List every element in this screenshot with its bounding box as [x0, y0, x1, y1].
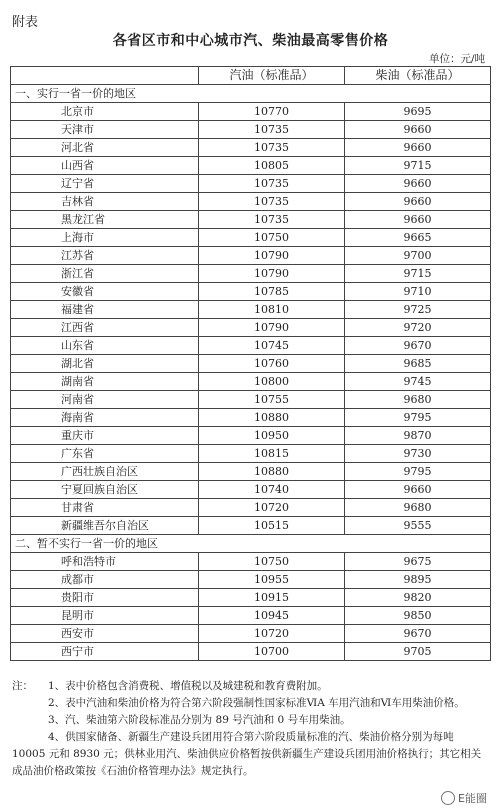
notes-lead: 注： — [12, 680, 33, 692]
section-row — [11, 85, 491, 103]
table-row — [11, 139, 491, 157]
region-name: 河北省 — [11, 139, 199, 157]
table-row — [11, 229, 491, 247]
table-row — [11, 283, 491, 301]
gasoline-price: 10745 — [199, 337, 345, 355]
gasoline-price: 10790 — [199, 265, 345, 283]
note-1-text: 1、表中价格包含消费税、增值税以及城建税和教育费附加。 — [48, 680, 328, 692]
gasoline-price: 10880 — [199, 463, 345, 481]
diesel-price: 9715 — [345, 157, 491, 175]
diesel-price: 9695 — [345, 103, 491, 121]
diesel-price: 9745 — [345, 373, 491, 391]
gasoline-price: 10945 — [199, 607, 345, 625]
diesel-price: 9670 — [345, 337, 491, 355]
region-name: 宁夏回族自治区 — [11, 481, 199, 499]
wechat-icon — [441, 791, 455, 805]
region-name: 黑龙江省 — [11, 211, 199, 229]
region-name: 浙江省 — [11, 265, 199, 283]
table-row — [11, 211, 491, 229]
region-name: 广东省 — [11, 445, 199, 463]
gasoline-price: 10735 — [199, 121, 345, 139]
diesel-price: 9895 — [345, 571, 491, 589]
gasoline-price: 10880 — [199, 409, 345, 427]
table-row — [11, 121, 491, 139]
region-name: 昆明市 — [11, 607, 199, 625]
gasoline-price: 10750 — [199, 229, 345, 247]
table-row — [11, 373, 491, 391]
diesel-price: 9820 — [345, 589, 491, 607]
table-row — [11, 337, 491, 355]
diesel-price: 9665 — [345, 229, 491, 247]
region-name: 山西省 — [11, 157, 199, 175]
table-row — [11, 499, 491, 517]
diesel-price: 9715 — [345, 265, 491, 283]
gasoline-price: 10755 — [199, 391, 345, 409]
note-1 — [12, 678, 490, 695]
header-blank-cell — [11, 67, 199, 85]
diesel-price: 9730 — [345, 445, 491, 463]
gasoline-price: 10785 — [199, 283, 345, 301]
diesel-price: 9720 — [345, 319, 491, 337]
table-row — [11, 355, 491, 373]
gasoline-price: 10790 — [199, 319, 345, 337]
table-row — [11, 301, 491, 319]
region-name: 河南省 — [11, 391, 199, 409]
diesel-price: 9725 — [345, 301, 491, 319]
region-name: 山东省 — [11, 337, 199, 355]
diesel-price: 9555 — [345, 517, 491, 535]
table-row — [11, 391, 491, 409]
region-name: 上海市 — [11, 229, 199, 247]
diesel-price: 9660 — [345, 481, 491, 499]
region-name: 湖北省 — [11, 355, 199, 373]
table-header-row — [11, 67, 491, 85]
gasoline-price: 10800 — [199, 373, 345, 391]
gasoline-price: 10750 — [199, 553, 345, 571]
diesel-price: 9660 — [345, 193, 491, 211]
table-row — [11, 553, 491, 571]
header-diesel: 柴油（标准品） — [345, 67, 491, 85]
appendix-label: 附表 — [12, 15, 39, 30]
diesel-price: 9660 — [345, 139, 491, 157]
unit-label: 单位：元/吨 — [428, 53, 485, 65]
watermark — [441, 790, 487, 806]
gasoline-price: 10790 — [199, 247, 345, 265]
gasoline-price: 10735 — [199, 193, 345, 211]
diesel-price: 9675 — [345, 553, 491, 571]
diesel-price: 9660 — [345, 121, 491, 139]
region-name: 西宁市 — [11, 643, 199, 661]
gasoline-price: 10805 — [199, 157, 345, 175]
gasoline-price: 10515 — [199, 517, 345, 535]
table-row — [11, 193, 491, 211]
table-row — [11, 643, 491, 661]
diesel-price: 9685 — [345, 355, 491, 373]
note-3: 3、汽、柴油第六阶段标准品分别为 89 号汽油和 0 号车用柴油。 — [48, 714, 351, 726]
section-label: 二、暂不实行一省一价的地区 — [11, 535, 491, 553]
gasoline-price: 10770 — [199, 103, 345, 121]
watermark-text: E能圈 — [458, 792, 487, 805]
region-name: 贵阳市 — [11, 589, 199, 607]
diesel-price: 9705 — [345, 643, 491, 661]
table-row — [11, 571, 491, 589]
gasoline-price: 10720 — [199, 499, 345, 517]
table-row — [11, 409, 491, 427]
document-title: 各省区市和中心城市汽、柴油最高零售价格 — [112, 33, 389, 49]
region-name: 安徽省 — [11, 283, 199, 301]
table-row — [11, 445, 491, 463]
table-row — [11, 247, 491, 265]
region-name: 辽宁省 — [11, 175, 199, 193]
table-row — [11, 319, 491, 337]
gasoline-price: 10700 — [199, 643, 345, 661]
gasoline-price: 10915 — [199, 589, 345, 607]
section-row — [11, 535, 491, 553]
table-row — [11, 517, 491, 535]
gasoline-price: 10735 — [199, 139, 345, 157]
region-name: 福建省 — [11, 301, 199, 319]
gasoline-price: 10735 — [199, 175, 345, 193]
table-row — [11, 427, 491, 445]
region-name: 吉林省 — [11, 193, 199, 211]
region-name: 天津市 — [11, 121, 199, 139]
diesel-price: 9680 — [345, 391, 491, 409]
table-row — [11, 625, 491, 643]
gasoline-price: 10810 — [199, 301, 345, 319]
diesel-price: 9710 — [345, 283, 491, 301]
diesel-price: 9660 — [345, 175, 491, 193]
region-name: 甘肃省 — [11, 499, 199, 517]
table-row — [11, 589, 491, 607]
gasoline-price: 10720 — [199, 625, 345, 643]
table-row — [11, 607, 491, 625]
diesel-price: 9795 — [345, 409, 491, 427]
region-name: 湖南省 — [11, 373, 199, 391]
note-2: 2、表中汽油和柴油价格为符合第六阶段强制性国家标准ⅥA 车用汽油和Ⅵ车用柴油价格。 — [48, 697, 465, 709]
region-name: 呼和浩特市 — [11, 553, 199, 571]
diesel-price: 9680 — [345, 499, 491, 517]
section-label: 一、实行一省一价的地区 — [11, 85, 491, 103]
table-row — [11, 157, 491, 175]
diesel-price: 9795 — [345, 463, 491, 481]
gasoline-price: 10740 — [199, 481, 345, 499]
table-row — [11, 265, 491, 283]
region-name: 西安市 — [11, 625, 199, 643]
region-name: 重庆市 — [11, 427, 199, 445]
header-gasoline: 汽油（标准品） — [199, 67, 345, 85]
table-row — [11, 103, 491, 121]
region-name: 北京市 — [11, 103, 199, 121]
region-name: 新疆维吾尔自治区 — [11, 517, 199, 535]
notes — [12, 678, 490, 780]
gasoline-price: 10955 — [199, 571, 345, 589]
gasoline-price: 10950 — [199, 427, 345, 445]
table-row — [11, 175, 491, 193]
diesel-price: 9850 — [345, 607, 491, 625]
table-row — [11, 463, 491, 481]
note-4: 4、供国家储备、新疆生产建设兵团用符合第六阶段质量标准的汽、柴油价格分别为每吨 10005 元和 8930 元；供林业用汽、柴油供应价格暂按供新疆生产建设兵团用油价格执行；其它相关成品油价格政策按《石油价格管理办法》规定执行。 — [12, 731, 482, 777]
gasoline-price: 10735 — [199, 211, 345, 229]
region-name: 海南省 — [11, 409, 199, 427]
diesel-price: 9870 — [345, 427, 491, 445]
gasoline-price: 10760 — [199, 355, 345, 373]
region-name: 江苏省 — [11, 247, 199, 265]
gasoline-price: 10815 — [199, 445, 345, 463]
diesel-price: 9700 — [345, 247, 491, 265]
price-table — [10, 66, 491, 661]
region-name: 广西壮族自治区 — [11, 463, 199, 481]
region-name: 成都市 — [11, 571, 199, 589]
table-row — [11, 481, 491, 499]
diesel-price: 9660 — [345, 211, 491, 229]
region-name: 江西省 — [11, 319, 199, 337]
diesel-price: 9670 — [345, 625, 491, 643]
